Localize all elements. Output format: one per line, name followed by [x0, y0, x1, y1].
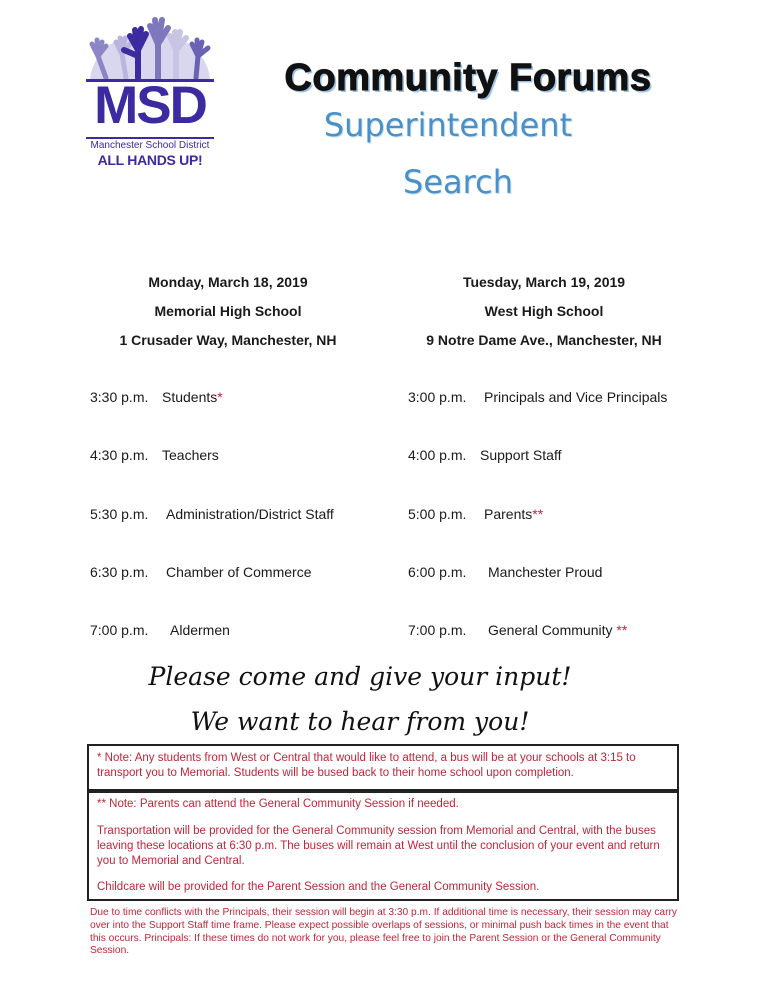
footnote-marker: * — [217, 389, 223, 405]
session-group: Administration/District Staff — [166, 506, 334, 522]
page-subtitle-line1: Superintendent — [323, 106, 573, 144]
student-note-box — [87, 744, 679, 791]
logo-tagline: ALL HANDS UP! — [97, 152, 203, 168]
msd-logo — [86, 16, 214, 168]
footnote-marker: ** — [532, 506, 544, 522]
session-time: 5:30 p.m. — [90, 506, 149, 522]
session-time: 5:00 p.m. — [408, 506, 467, 522]
session-time: 3:30 p.m. — [90, 389, 149, 405]
session-item — [90, 506, 334, 522]
event-address: 1 Crusader Way, Manchester, NH — [119, 332, 337, 348]
raised-hands-icon — [86, 16, 214, 80]
session-item — [90, 447, 219, 463]
event-address: 9 Notre Dame Ave., Manchester, NH — [426, 332, 662, 348]
session-item — [408, 447, 561, 463]
session-item — [408, 622, 627, 638]
session-item — [408, 564, 602, 580]
footnote-marker: ** — [612, 622, 628, 638]
page-subtitle-line2: Search — [403, 163, 513, 201]
session-time: 6:00 p.m. — [408, 564, 467, 580]
event-date: Tuesday, March 19, 2019 — [462, 274, 626, 290]
transport-note: Transportation will be provided for the General Community session from Memorial and Central, with the buses leaving these locations at 6:30 p.m. The buses will remain at West until the conclusion of your event and return you to Memorial and Central. — [97, 825, 660, 867]
session-group: Manchester Proud — [488, 564, 603, 580]
session-group: Teachers — [162, 447, 219, 463]
session-group: Students — [162, 389, 218, 405]
childcare-note: Childcare will be provided for the Parent Session and the General Community Session. — [97, 881, 540, 893]
session-group: General Community — [488, 622, 613, 638]
logo-brand: MSD — [94, 76, 206, 135]
session-group: Chamber of Commerce — [166, 564, 312, 580]
event-date: Monday, March 18, 2019 — [148, 274, 308, 290]
session-item — [90, 389, 223, 405]
session-time: 4:30 p.m. — [90, 447, 149, 463]
session-time: 7:00 p.m. — [90, 622, 149, 638]
session-group: Aldermen — [170, 622, 230, 638]
session-group: Support Staff — [480, 447, 562, 463]
logo-district-name: Manchester School District — [90, 140, 210, 151]
page-title: Community Forums — [284, 57, 652, 99]
event-venue: Memorial High School — [154, 303, 302, 319]
session-group: Parents — [484, 506, 533, 522]
session-time: 4:00 p.m. — [408, 447, 467, 463]
invite-line-1: Please come and give your input! — [148, 662, 572, 691]
session-item — [90, 622, 230, 638]
principals-note: Due to time conflicts with the Principals, their session will begin at 3:30 p.m. If additional time is necessary, their session may carry over into the Support Staff time frame. Please expect possible overlaps of sessions, or minimal push back times in the event that this occurs. Principals: If these times do not work for you, please feel free to join the Parent Session or the General Community Session. — [90, 907, 677, 957]
invite-line-2: We want to hear from you! — [190, 707, 530, 736]
session-item — [90, 564, 312, 580]
student-note: * Note: Any students from West or Central that would like to attend, a bus will be at your schools at 3:15 to transport you to Memorial. Students will be bused back to their home school upon completion. — [97, 752, 636, 779]
session-item — [408, 389, 667, 405]
event-venue: West High School — [484, 303, 604, 319]
parent-note: ** Note: Parents can attend the General Community Session if needed. — [97, 798, 459, 810]
session-group: Principals and Vice Principals — [484, 389, 668, 405]
session-item — [408, 506, 543, 522]
session-time: 6:30 p.m. — [90, 564, 149, 580]
logo-rule — [86, 137, 214, 139]
session-time: 3:00 p.m. — [408, 389, 467, 405]
parent-note-box — [87, 791, 679, 901]
session-time: 7:00 p.m. — [408, 622, 467, 638]
